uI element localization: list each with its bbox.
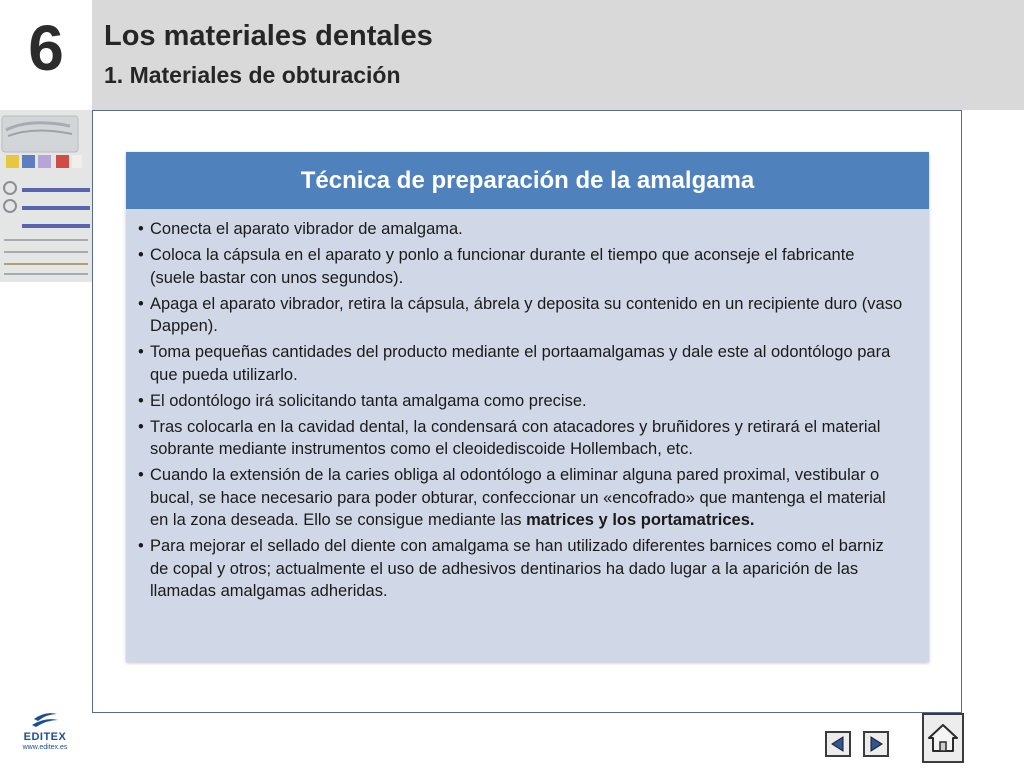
chapter-badge	[0, 0, 92, 110]
list-item	[138, 293, 903, 338]
logo-text: EDITEX	[23, 731, 67, 743]
list-item-text: Toma pequeñas cantidades del producto mediante el portaamalgamas y dale este al odontólogo para que pueda utilizarlo.	[150, 343, 891, 384]
list-item-text: Coloca la cápsula en el aparato y ponlo a funcionar durante el tiempo que aconseje el fabricante (suele bastar con unos segundos).	[150, 246, 855, 287]
list-item-text: El odontólogo irá solicitando tanta amalgama como precise.	[150, 391, 587, 410]
list-item	[138, 535, 903, 603]
list-item-text: Apaga el aparato vibrador, retira la cápsula, ábrela y deposita su contenido en un recipiente duro (vaso Dappen).	[150, 294, 903, 335]
list-item	[138, 464, 903, 532]
header-band	[92, 0, 1024, 110]
triangle-left-icon	[829, 735, 847, 753]
list-item-strong-text: matrices y los portamatrices.	[526, 511, 755, 529]
list-item	[138, 244, 903, 289]
dental-instruments-photo	[0, 110, 92, 282]
list-item-text: Cuando la extensión de la caries obliga al odontólogo a eliminar alguna pared proximal, vestibular o bucal, se hace necesario para poder obturar, confeccionar un «encofrado» que mantenga el material en la zona deseada. Ello se consigue mediante las	[150, 466, 886, 529]
list-item	[138, 341, 903, 386]
logo-url: www.editex.es	[22, 744, 68, 751]
card-body	[126, 209, 929, 662]
next-slide-button[interactable]	[863, 731, 889, 757]
list-item	[138, 390, 903, 413]
list-item	[138, 416, 903, 461]
list-item-text: Conecta el aparato vibrador de amalgama.	[150, 220, 463, 238]
editex-logo	[14, 710, 76, 760]
chapter-number: 6	[28, 12, 64, 84]
previous-slide-button[interactable]	[825, 731, 851, 757]
steps-list	[138, 218, 903, 603]
home-button[interactable]	[922, 713, 964, 763]
dental-instruments-illustration	[0, 110, 92, 282]
list-item	[138, 218, 903, 241]
amalgam-technique-card	[126, 152, 929, 662]
list-item-text: Tras colocarla en la cavidad dental, la condensará con atacadores y bruñidores y retirará el material sobrante mediante instrumentos como el cleoidediscoide Hollembach, etc.	[150, 417, 881, 458]
home-icon	[926, 721, 960, 755]
triangle-right-icon	[867, 735, 885, 753]
page-title: Los materiales dentales	[104, 20, 433, 52]
list-item-text: Para mejorar el sellado del diente con amalgama se han utilizado diferentes barnices como el barniz de copal y otros; actualmente el uso de adhesivos dentinarios ha dado lugar a la aparición de las llamadas amalgamas adheridas.	[150, 537, 884, 600]
page-subtitle: 1. Materiales de obturación	[104, 62, 401, 88]
editex-logo-icon	[30, 710, 60, 730]
card-title: Técnica de preparación de la amalgama	[126, 152, 929, 209]
